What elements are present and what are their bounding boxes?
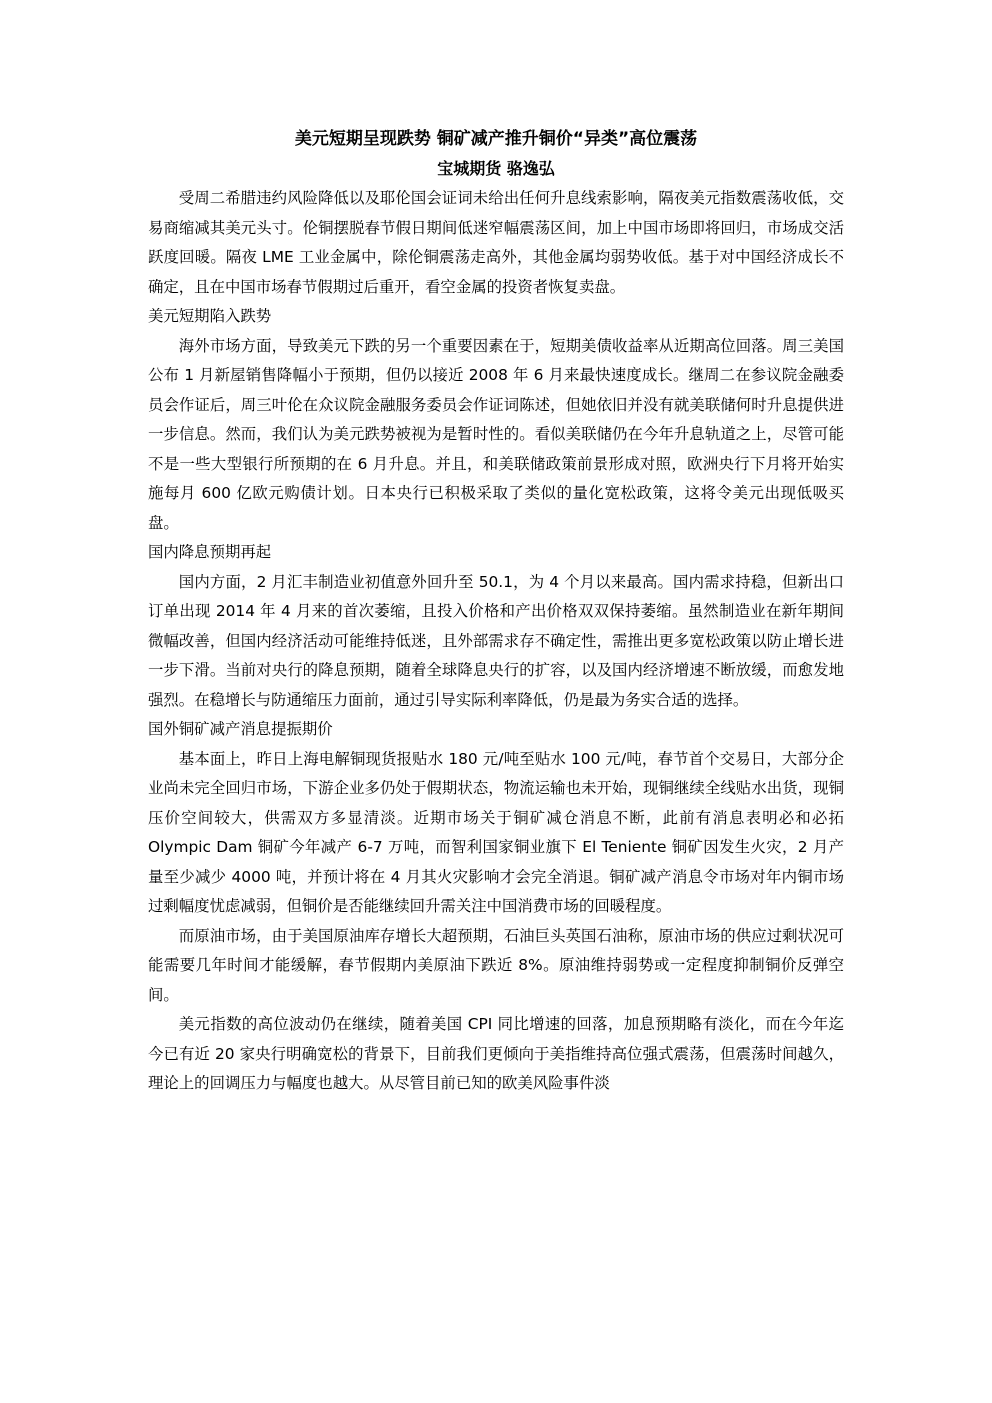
body-paragraph: 而原油市场，由于美国原油库存增长大超预期，石油巨头英国石油称，原油市场的供应过剩状况可能需要几年时间才能缓解，春节假期内美原油下跌近 8%。原油维持弱势或一定程度抑制铜价反弹空间。 [148, 926, 844, 1004]
body-paragraph: 美元指数的高位波动仍在继续，随着美国 CPI 同比增速的回落，加息预期略有淡化，而在今年迄今已有近 20 家央行明确宽松的背景下，目前我们更倾向于美指维持高位强式震荡，但震荡时间越久，理论上的回调压力与幅度也越大。从尽管目前已知的欧美风险事件淡 [148, 1015, 844, 1092]
section-heading: 国内降息预期再起 [148, 543, 272, 561]
document-body [148, 184, 844, 1099]
document-author: 宝城期货 骆逸弘 [437, 159, 555, 178]
body-paragraph: 海外市场方面，导致美元下跌的另一个重要因素在于，短期美债收益率从近期高位回落。周三美国公布 1 月新屋销售降幅小于预期，但仍以接近 2008 年 6 月来最快速度成长。继周二在参议院金融委员会作证后，周三叶伦在众议院金融服务委员会作证词陈述，但她依旧并没有就美联储何时升息提供进一步信息。然而，我们认为美元跌势被视为是暂时性的。看似美联储仍在今年升息轨道之上，尽管可能不是一些大型银行所预期的在 6 月升息。并且，和美联储政策前景形成对照，欧洲央行下月将开始实施每月 600 亿欧元购债计划。日本央行已积极采取了类似的量化宽松政策，这将令美元出现低吸买盘。 [148, 336, 844, 532]
section-heading: 美元短期陷入跌势 [148, 307, 272, 325]
section-heading: 国外铜矿减产消息提振期价 [148, 720, 333, 738]
body-paragraph: 基本面上，昨日上海电解铜现货报贴水 180 元/吨至贴水 100 元/吨，春节首个交易日，大部分企业尚未完全回归市场，下游企业多仍处于假期状态，物流运输也未开始，现铜继续全线贴水出货，现铜压价空间较大，供需双方多显清淡。近期市场关于铜矿减仓消息不断，此前有消息表明必和必拓 Olympic Dam 铜矿今年减产 6-7 万吨，而智利国家铜业旗下 El Teniente 铜矿因发生火灾，2 月产量至少减少 4000 吨，并预计将在 4 月其火灾影响才会完全消退。铜矿减产消息令市场对年内铜市场过剩幅度忧虑减弱，但铜价是否能继续回升需关注中国消费市场的回暖程度。 [148, 749, 844, 915]
document-title: 美元短期呈现跌势 铜矿减产推升铜价“异类”高位震荡 [294, 129, 698, 149]
document-page [148, 124, 844, 1099]
body-paragraph: 受周二希腊违约风险降低以及耶伦国会证词未给出任何升息线索影响，隔夜美元指数震荡收低，交易商缩减其美元头寸。伦铜摆脱春节假日期间低迷窄幅震荡区间，加上中国市场即将回归，市场成交活跃度回暖。隔夜 LME 工业金属中，除伦铜震荡走高外，其他金属均弱势收低。基于对中国经济成长不确定，且在中国市场春节假期过后重开，看空金属的投资者恢复卖盘。 [148, 189, 844, 296]
body-paragraph: 国内方面，2 月汇丰制造业初值意外回升至 50.1，为 4 个月以来最高。国内需求持稳，但新出口订单出现 2014 年 4 月来的首次萎缩，且投入价格和产出价格双双保持萎缩。虽然制造业在新年期间微幅改善，但国内经济活动可能维持低迷，且外部需求存不确定性，需推出更多宽松政策以防止增长进一步下滑。当前对央行的降息预期，随着全球降息央行的扩容，以及国内经济增速不断放缓，而愈发地强烈。在稳增长与防通缩压力面前，通过引导实际利率降低，仍是最为务实合适的选择。 [148, 572, 844, 709]
